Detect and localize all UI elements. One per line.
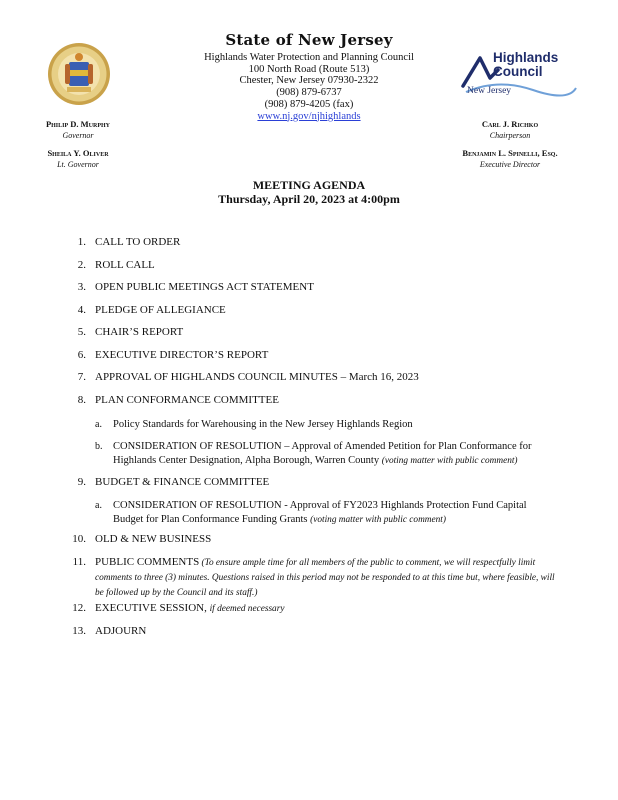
item-number: 8. bbox=[77, 394, 86, 406]
official-title: Executive Director bbox=[479, 160, 541, 169]
official-lt-governor bbox=[28, 148, 128, 170]
logo-line-1: Highlands bbox=[493, 50, 559, 65]
item-number: 11. bbox=[72, 556, 86, 568]
item-number: 9. bbox=[77, 476, 86, 488]
official-name: Carl J. Richko bbox=[481, 119, 539, 129]
agenda-item: EXECUTIVE SESSION, bbox=[95, 602, 210, 614]
sub-item-text: Highlands Center Designation, Alpha Borough, Warren County bbox=[113, 455, 382, 466]
item-number: 5. bbox=[77, 326, 86, 338]
agenda-item: ROLL CALL bbox=[95, 259, 155, 271]
agenda-item: PLAN CONFORMANCE COMMITTEE bbox=[95, 394, 279, 406]
item-number: 2. bbox=[77, 259, 86, 271]
agenda-item: CHAIR’S REPORT bbox=[95, 326, 184, 338]
agenda-item: EXECUTIVE DIRECTOR’S REPORT bbox=[95, 349, 269, 361]
sub-item-letter: a. bbox=[95, 419, 102, 430]
phone-number: (908) 879-6737 bbox=[276, 87, 342, 99]
official-governor bbox=[28, 119, 128, 141]
item-number: 7. bbox=[77, 371, 86, 383]
sub-item-line: CONSIDERATION OF RESOLUTION - Approval of FY2023 Highlands Protection Fund Capital bbox=[113, 500, 527, 511]
address-line-1: 100 North Road (Route 513) bbox=[248, 63, 370, 75]
item-number: 12. bbox=[72, 602, 86, 614]
official-title: Lt. Governor bbox=[57, 160, 99, 169]
agenda-item: CALL TO ORDER bbox=[95, 236, 181, 248]
official-title: Chairperson bbox=[489, 131, 531, 140]
agenda-item: ADJOURN bbox=[95, 625, 147, 637]
agenda-item-note: if deemed necessary bbox=[209, 604, 285, 614]
agenda-item: PUBLIC COMMENTS bbox=[95, 556, 200, 568]
sub-item-note: (voting matter with public comment) bbox=[310, 515, 446, 525]
agenda-heading bbox=[0, 178, 618, 206]
official-name: Philip D. Murphy bbox=[45, 119, 111, 129]
official-executive-director bbox=[445, 148, 575, 170]
logo-wordmark bbox=[493, 51, 558, 79]
agenda-date: Thursday, April 20, 2023 at 4:00pm bbox=[218, 192, 400, 206]
item-number: 4. bbox=[77, 304, 86, 316]
agenda-title: MEETING AGENDA bbox=[252, 178, 366, 192]
agenda-item-public-comments bbox=[95, 556, 560, 600]
item-number: 10. bbox=[72, 533, 86, 545]
agenda-item: OPEN PUBLIC MEETINGS ACT STATEMENT bbox=[95, 281, 314, 293]
logo-subtitle: New Jersey bbox=[467, 86, 512, 96]
official-name: Benjamin L. Spinelli, Esq. bbox=[462, 148, 558, 158]
official-title: Governor bbox=[62, 131, 94, 140]
agency-name: Highlands Water Protection and Planning Council bbox=[204, 52, 414, 63]
item-number: 3. bbox=[77, 281, 86, 293]
agenda-item-exec-session bbox=[95, 602, 284, 616]
sub-item-line bbox=[113, 513, 446, 528]
item-number: 6. bbox=[77, 349, 86, 361]
agenda-item: APPROVAL OF HIGHLANDS COUNCIL MINUTES – March 16, 2023 bbox=[95, 371, 419, 383]
official-chairperson bbox=[460, 119, 560, 141]
agenda-item-note: (To ensure ample time for all members of the public to comment, we will respectfully limit comments to three (3) minutes. Questions raised in this period may not be responded to at this time but, where feasible, will be followed up by the Council and its staff.) bbox=[95, 558, 555, 598]
sub-item-text: Budget for Plan Conformance Funding Grants bbox=[113, 514, 311, 525]
item-number: 13. bbox=[72, 625, 86, 637]
sub-item-line bbox=[113, 454, 518, 469]
sub-item-line: CONSIDERATION OF RESOLUTION – Approval of Amended Petition for Plan Conformance for bbox=[113, 441, 532, 452]
official-name: Sheila Y. Oliver bbox=[47, 148, 109, 158]
agenda-item: OLD & NEW BUSINESS bbox=[95, 533, 212, 545]
address-line-2: Chester, New Jersey 07930-2322 bbox=[239, 75, 379, 87]
state-title: State of New Jersey bbox=[225, 31, 393, 49]
logo-line-2: Council bbox=[493, 64, 543, 79]
sub-item-note: (voting matter with public comment) bbox=[381, 456, 518, 466]
sub-item-letter: b. bbox=[95, 441, 103, 452]
item-number: 1. bbox=[77, 236, 86, 248]
website-link[interactable]: www.nj.gov/njhighlands bbox=[257, 110, 361, 122]
sub-item-letter: a. bbox=[95, 500, 102, 511]
agenda-item: PLEDGE OF ALLEGIANCE bbox=[95, 304, 226, 316]
agenda-item: BUDGET & FINANCE COMMITTEE bbox=[95, 476, 270, 488]
sub-item: Policy Standards for Warehousing in the New Jersey Highlands Region bbox=[113, 419, 413, 430]
fax-number: (908) 879-4205 (fax) bbox=[264, 98, 354, 110]
